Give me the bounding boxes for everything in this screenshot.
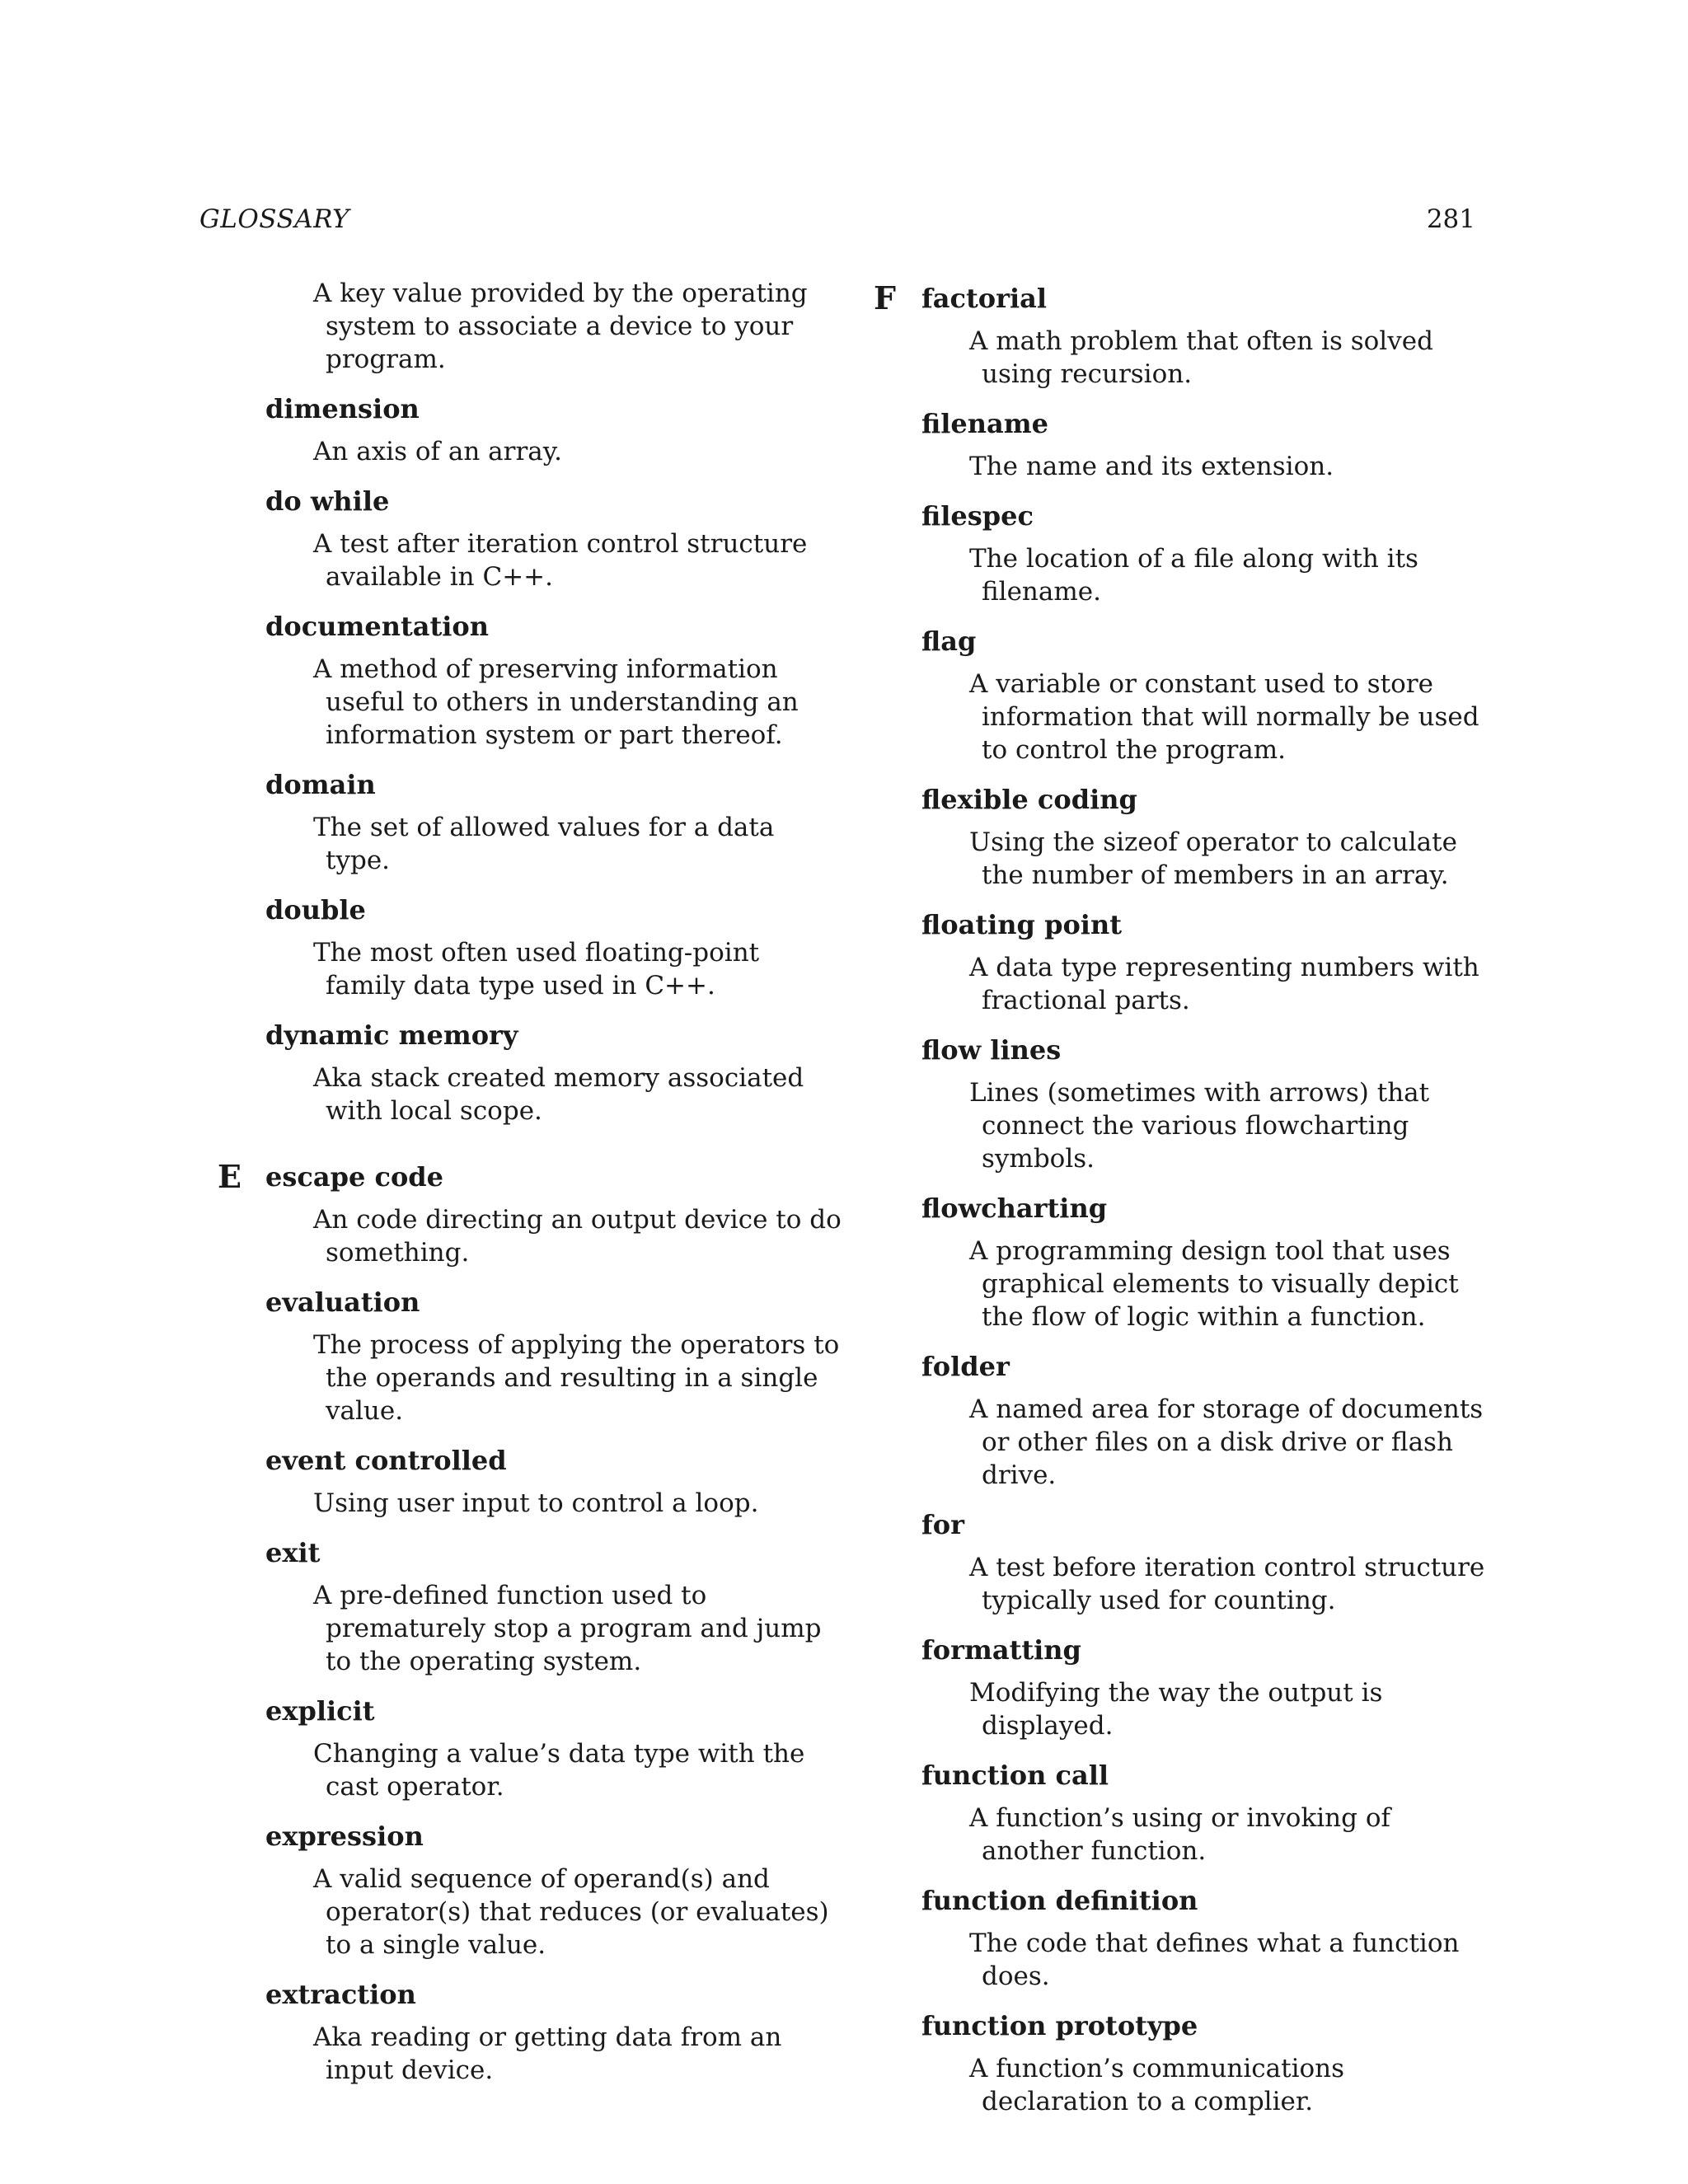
glossary-entry (265, 605, 842, 752)
glossary-term: function call (921, 1760, 1109, 1791)
glossary-term: flowcharting (921, 1193, 1108, 1224)
glossary-entry (265, 1815, 842, 1961)
glossary-definition: An code directing an output device to do something. (313, 1205, 842, 1268)
glossary-definition: Lines (sometimes with arrows) that connect the various flowcharting symbols. (969, 1078, 1430, 1174)
page-number: 281 (1426, 204, 1475, 234)
glossary-term: double (265, 894, 366, 926)
glossary-definition: Using user input to control a loop. (313, 1488, 759, 1518)
glossary-term: function prototype (921, 2010, 1198, 2041)
glossary-term: flexible coding (921, 784, 1137, 815)
glossary-definition: A math problem that often is solved using recursion. (969, 326, 1433, 389)
glossary-definition: The most often used floating-point family data type used in C++. (313, 938, 760, 1001)
glossary-definition: A function’s using or invoking of another function. (969, 1803, 1390, 1866)
glossary-definition: The code that defines what a function does. (969, 1929, 1460, 1991)
glossary-term: flow lines (921, 1034, 1062, 1066)
right-column (874, 277, 1498, 2130)
glossary-definition: A function’s communications declaration to a complier. (969, 2054, 1345, 2116)
glossary-entry (921, 1187, 1498, 1333)
glossary-term: domain (265, 769, 376, 800)
glossary-term: flag (921, 626, 977, 657)
section-letter: F (874, 279, 896, 316)
glossary-entry (921, 1629, 1498, 1742)
glossary-definition: Aka stack created memory associated with local scope. (313, 1063, 804, 1126)
glossary-entry (265, 1281, 842, 1427)
glossary-term: factorial (921, 283, 1048, 314)
glossary-entry (265, 1439, 842, 1520)
section-letter: E (218, 1158, 241, 1195)
glossary-term: explicit (265, 1695, 375, 1727)
glossary-entry (921, 1879, 1498, 1993)
glossary-definition: A valid sequence of operand(s) and operator(s) that reduces (or evaluates) to a single value. (313, 1864, 829, 1960)
glossary-definition: A test after iteration control structure available in C++. (313, 529, 808, 592)
glossary-definition: The set of allowed values for a data type. (313, 813, 775, 875)
glossary-definition: A data type representing numbers with fractional parts. (969, 953, 1479, 1015)
glossary-term: evaluation (265, 1286, 420, 1318)
glossary-entry (265, 1973, 842, 2087)
glossary-term: function definition (921, 1885, 1198, 1916)
glossary-term: filename (921, 408, 1048, 439)
glossary-term: escape code (265, 1161, 444, 1193)
glossary-entry (921, 1503, 1498, 1617)
glossary-definition: A variable or constant used to store information that will normally be used to control the program. (969, 669, 1479, 765)
glossary-term: folder (921, 1351, 1010, 1382)
glossary-entry (921, 1345, 1498, 1492)
section-e (218, 1155, 842, 2087)
glossary-term: exit (265, 1537, 321, 1568)
glossary-definition: Modifying the way the output is displayed. (969, 1678, 1383, 1741)
glossary-entry (921, 1754, 1498, 1868)
glossary-entry (921, 778, 1498, 892)
glossary-definition: A pre-defined function used to prematurely stop a program and jump to the operating system. (313, 1581, 822, 1676)
glossary-entry (921, 1029, 1498, 1175)
glossary-term: formatting (921, 1634, 1081, 1666)
glossary-definition: The process of applying the operators to the operands and resulting in a single value. (313, 1330, 840, 1426)
glossary-entry (921, 903, 1498, 1017)
glossary-term: dynamic memory (265, 1019, 518, 1051)
glossary-term: dimension (265, 393, 420, 424)
glossary-entry (265, 763, 842, 877)
glossary-entry (265, 888, 842, 1002)
section-f (874, 277, 1498, 2118)
glossary-term: do while (265, 485, 390, 517)
glossary-entry (265, 387, 842, 468)
glossary-definition: A method of preserving information useful to others in understanding an information system or part thereof. (313, 654, 799, 750)
continued-definition: A key value provided by the operating system to associate a device to your program. (313, 279, 808, 374)
glossary-definition: A test before iteration control structure typically used for counting. (969, 1553, 1485, 1615)
glossary-definition: The name and its extension. (969, 452, 1334, 481)
glossary-entry (921, 2004, 1498, 2118)
glossary-term: for (921, 1509, 964, 1540)
glossary-entry (921, 402, 1498, 483)
glossary-entry (265, 1014, 842, 1127)
left-column (218, 277, 842, 2098)
glossary-term: filespec (921, 500, 1034, 532)
glossary-definition: An axis of an array. (313, 437, 562, 466)
running-head: GLOSSARY (199, 204, 349, 234)
glossary-definition: Using the sizeof operator to calculate the number of members in an array. (969, 827, 1457, 890)
glossary-term: documentation (265, 611, 490, 642)
glossary-definition: Changing a value’s data type with the cast operator. (313, 1739, 805, 1802)
glossary-term: floating point (921, 909, 1122, 940)
glossary-definition: Aka reading or getting data from an input device. (313, 2022, 782, 2085)
glossary-entry (265, 1690, 842, 1803)
glossary-entry (265, 480, 842, 593)
glossary-definition: A named area for storage of documents or other files on a disk drive or flash drive. (969, 1394, 1484, 1490)
glossary-entry (921, 620, 1498, 766)
glossary-term: event controlled (265, 1445, 507, 1476)
glossary-definition: The location of a file along with its filename. (969, 544, 1418, 607)
glossary-definition: A programming design tool that uses graphical elements to visually depict the flow of logic within a function. (969, 1236, 1459, 1332)
glossary-entry (265, 1155, 842, 1269)
glossary-entry (921, 494, 1498, 608)
glossary-entry (921, 277, 1498, 391)
glossary-term: expression (265, 1821, 424, 1852)
glossary-term: extraction (265, 1979, 416, 2010)
glossary-entry (265, 1531, 842, 1678)
